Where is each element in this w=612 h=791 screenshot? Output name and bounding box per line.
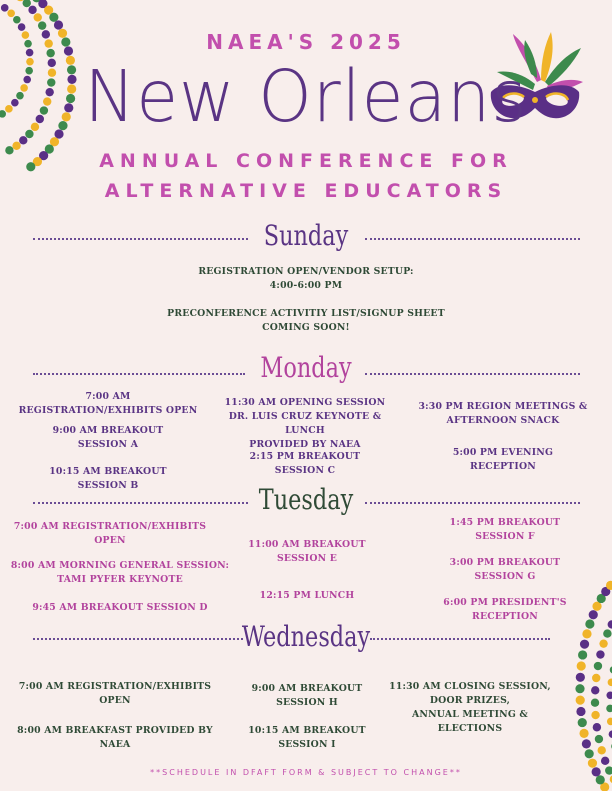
bead (54, 20, 63, 29)
divider (370, 638, 550, 640)
divider (33, 373, 245, 375)
conference-subtitle-line1: ANNUAL CONFERENCE FOR (99, 150, 513, 172)
monday-event: 2:15 PM BREAKOUT SESSION C (249, 451, 361, 476)
divider (365, 238, 580, 240)
bead (576, 696, 585, 705)
bead (603, 629, 611, 637)
bead (594, 662, 602, 670)
bead (1, 4, 9, 12)
bead (578, 718, 587, 727)
bead (588, 759, 597, 768)
tuesday-event: 3:00 PM BREAKOUT SESSION G (449, 557, 561, 582)
day-title-sunday: Sunday (263, 219, 349, 252)
bead (593, 723, 601, 731)
divider (365, 502, 580, 504)
bead (606, 705, 612, 713)
monday-event: 7:00 AM REGISTRATION/EXHIBITS OPEN (18, 391, 198, 416)
day-title-tuesday: Tuesday (258, 483, 354, 516)
wednesday-event: 7:00 AM REGISTRATION/EXHIBITS OPEN (18, 681, 212, 706)
bead (580, 640, 589, 649)
tuesday-event: 6:00 PM PRESIDENT'S RECEPTION (443, 597, 567, 622)
monday-event: 11:30 AM OPENING SESSION DR. LUIS CRUZ KEYNOTE & LUNCH PROVIDED BY NAEA (224, 397, 386, 450)
bead (7, 9, 15, 17)
divider (33, 502, 248, 504)
tuesday-event: 8:00 AM MORNING GENERAL SESSION: TAMI PYFER KEYNOTE (10, 560, 230, 585)
monday-event: 3:30 PM REGION MEETINGS & AFTERNOON SNACK (418, 401, 588, 426)
bead (601, 757, 609, 765)
sunday-registration: REGISTRATION OPEN/VENDOR SETUP: 4:00-6:00 PM (198, 266, 414, 291)
bead (595, 735, 603, 743)
bead (34, 13, 42, 21)
tuesday-event: 1:45 PM BREAKOUT SESSION F (449, 517, 561, 542)
tuesday-event: 7:00 AM REGISTRATION/EXHIBITS OPEN (13, 521, 207, 546)
sunday-preconference: PRECONFERENCE ACTIVITIY LIST/SIGNUP SHEET COMING SOON! (167, 308, 445, 333)
wednesday-event: 8:00 AM BREAKFAST PROVIDED BY NAEA (17, 725, 213, 750)
conference-subtitle-line2: ALTERNATIVE EDUCATORS (104, 180, 508, 202)
monday-event: 5:00 PM EVENING RECEPTION (452, 447, 554, 472)
bead (576, 707, 585, 716)
bead (12, 142, 20, 150)
wednesday-event: 9:00 AM BREAKOUT SESSION H (251, 683, 363, 708)
bead (606, 691, 612, 699)
bead (578, 650, 587, 659)
wednesday-event: 10:15 AM BREAKOUT SESSION I (248, 725, 366, 750)
tuesday-event: 12:15 PM LUNCH (259, 590, 355, 601)
bead (38, 21, 46, 29)
bead (591, 699, 599, 707)
footer-note: **SCHEDULE IN DFAFT FORM & SUBJECT TO CHANGE** (150, 768, 462, 777)
bead (49, 13, 58, 22)
bead (591, 686, 599, 694)
bead (13, 16, 21, 24)
bead (596, 650, 604, 658)
bead (577, 661, 586, 670)
bead (591, 711, 599, 719)
day-title-monday: Monday (260, 351, 352, 384)
bead (576, 673, 585, 682)
tuesday-event: 9:45 AM BREAKOUT SESSION D (32, 602, 208, 613)
monday-event: 9:00 AM BREAKOUT SESSION A (52, 425, 164, 450)
monday-event: 10:15 AM BREAKOUT SESSION B (49, 466, 167, 491)
bead (582, 739, 591, 748)
divider (33, 238, 248, 240)
bead (575, 684, 584, 693)
divider (365, 373, 580, 375)
event-kicker: NAEA'S 2025 (206, 30, 406, 54)
wednesday-event: 11:30 AM CLOSING SESSION, DOOR PRIZES, ANNUAL MEETING & ELECTIONS (389, 681, 551, 734)
bead (607, 718, 612, 726)
bead (585, 749, 594, 758)
bead (582, 629, 591, 638)
day-title-wednesday: Wednesday (241, 620, 371, 653)
bead (579, 729, 588, 738)
bead (598, 746, 606, 754)
bead (592, 674, 600, 682)
bead (23, 0, 31, 7)
bead (609, 730, 612, 738)
bead (28, 6, 36, 14)
tuesday-event: 11:00 AM BREAKOUT SESSION E (248, 539, 366, 564)
bead (599, 639, 607, 647)
divider (33, 638, 243, 640)
bead (608, 679, 612, 687)
city-title: New Orleans (84, 56, 528, 139)
